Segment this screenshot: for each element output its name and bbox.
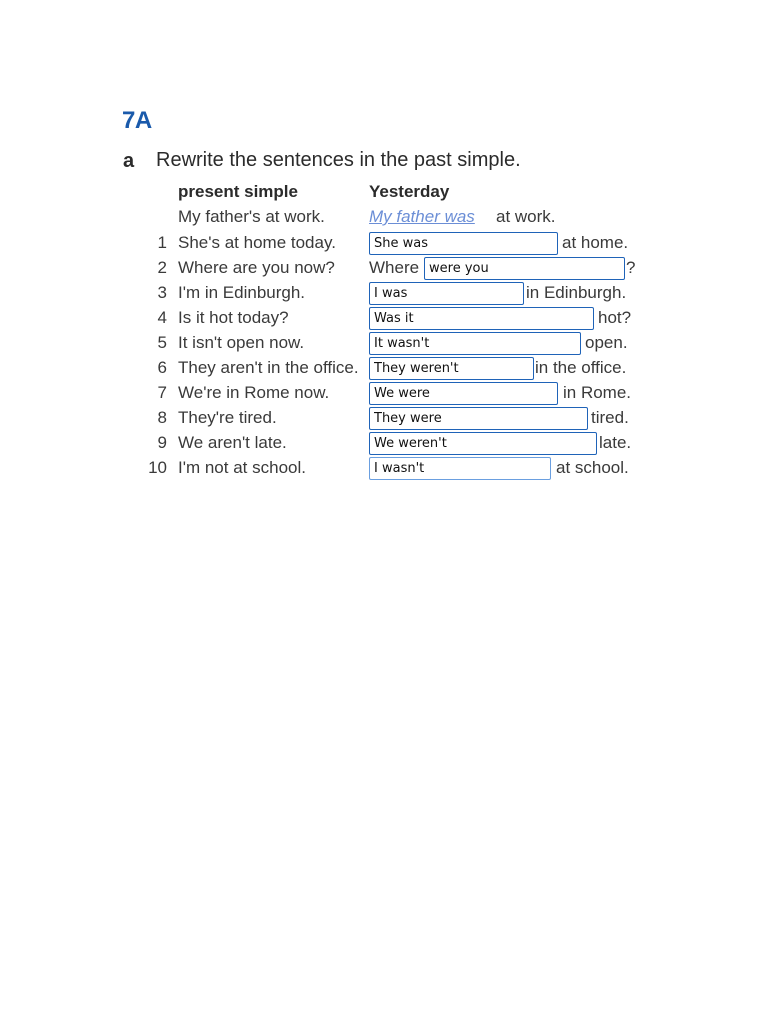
row-number: 8 — [157, 408, 167, 427]
row-number: 2 — [157, 258, 167, 277]
answer-input[interactable] — [369, 407, 588, 430]
row-number: 9 — [157, 433, 167, 452]
present-sentence: She's at home today. — [178, 233, 336, 252]
present-sentence: We aren't late. — [178, 433, 287, 452]
past-suffix: ? — [626, 258, 636, 277]
present-sentence: Where are you now? — [178, 258, 335, 277]
column-header-present: present simple — [178, 182, 298, 201]
past-suffix: late. — [599, 433, 632, 452]
row-number: 10 — [148, 458, 167, 477]
present-sentence: We're in Rome now. — [178, 383, 330, 402]
unit-title: 7A — [122, 107, 152, 134]
example-present: My father's at work. — [178, 207, 325, 226]
answer-input[interactable] — [369, 232, 558, 255]
answer-input[interactable] — [369, 382, 558, 405]
past-suffix: at school. — [556, 458, 629, 477]
present-sentence: Is it hot today? — [178, 308, 289, 327]
row-number: 1 — [157, 233, 167, 252]
row-number: 5 — [157, 333, 167, 352]
answer-input[interactable] — [369, 432, 597, 455]
exercise-letter: a — [123, 150, 135, 172]
answer-input[interactable] — [369, 282, 524, 305]
row-number: 3 — [157, 283, 167, 302]
past-suffix: in Rome. — [563, 383, 632, 402]
row-number: 6 — [157, 358, 167, 377]
answer-input[interactable] — [424, 257, 625, 280]
present-sentence: They aren't in the office. — [178, 358, 359, 377]
example-answer: My father was — [369, 207, 475, 226]
past-suffix: hot? — [598, 308, 632, 327]
past-suffix: tired. — [591, 408, 629, 427]
past-suffix: in the office. — [535, 358, 627, 377]
present-sentence: They're tired. — [178, 408, 277, 427]
answer-input[interactable] — [369, 332, 581, 355]
past-suffix: in Edinburgh. — [526, 283, 627, 302]
answer-input[interactable] — [369, 357, 534, 380]
example-suffix: at work. — [496, 207, 556, 226]
row-number: 4 — [157, 308, 167, 327]
exercise-instruction: Rewrite the sentences in the past simple. — [156, 149, 521, 171]
row-number: 7 — [157, 383, 167, 402]
present-sentence: It isn't open now. — [178, 333, 305, 352]
column-header-past: Yesterday — [369, 182, 450, 201]
past-suffix: at home. — [562, 233, 629, 252]
past-suffix: open. — [585, 333, 628, 352]
present-sentence: I'm in Edinburgh. — [178, 283, 306, 302]
answer-input[interactable] — [369, 457, 551, 480]
past-prefix: Where — [369, 258, 420, 277]
present-sentence: I'm not at school. — [178, 458, 306, 477]
answer-input[interactable] — [369, 307, 594, 330]
